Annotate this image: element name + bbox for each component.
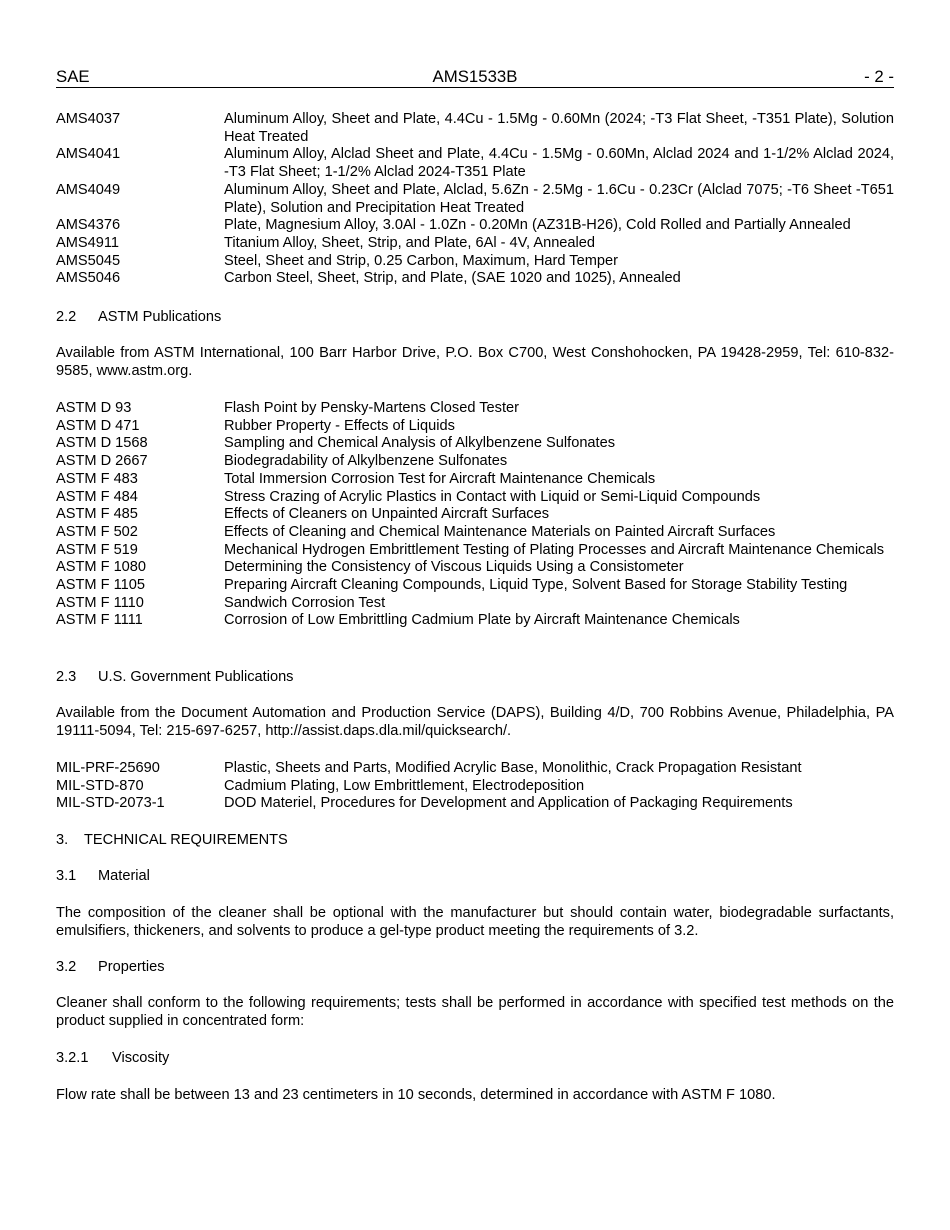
reference-title: Corrosion of Low Embrittling Cadmium Plate by Aircraft Maintenance Chemicals xyxy=(224,612,740,629)
reference-row xyxy=(56,270,894,288)
reference-row xyxy=(56,235,894,253)
section-title: Properties xyxy=(98,959,165,975)
section-number: 3.2.1 xyxy=(56,1050,89,1066)
reference-title: Sampling and Chemical Analysis of Alkylbenzene Sulfonates xyxy=(224,435,616,452)
reference-code: ASTM F 483 xyxy=(56,470,138,487)
reference-code: AMS5046 xyxy=(56,270,121,287)
header-doc-number: AMS1533B xyxy=(432,67,518,86)
reference-row xyxy=(56,612,894,630)
section-title: U.S. Government Publications xyxy=(98,669,294,685)
reference-code: ASTM D 93 xyxy=(56,400,132,416)
reference-code: AMS5045 xyxy=(56,252,121,269)
government-availability-paragraph: Available from the Document Automation and Production Service (DAPS), Building 4/D, 700 Robbins Avenue, Philadelphia, PA 19111-5094, Tel: 215-697-6257, http://assist.daps.dla.mil/quicksearch/. xyxy=(56,705,894,739)
viscosity-paragraph: Flow rate shall be between 13 and 23 centimeters in 10 seconds, determined in accordance with ASTM F 1080. xyxy=(56,1087,776,1103)
reference-code: ASTM D 2667 xyxy=(56,453,148,470)
properties-paragraph: Cleaner shall conform to the following requirements; tests shall be performed in accordance with specified test methods on the product supplied in concentrated form: xyxy=(56,995,894,1029)
reference-title: Effects of Cleaners on Unpainted Aircraft Surfaces xyxy=(224,506,550,523)
reference-title: Rubber Property - Effects of Liquids xyxy=(224,417,455,434)
reference-code: ASTM F 484 xyxy=(56,488,138,505)
government-reference-list xyxy=(56,760,894,813)
section-heading-3-1 xyxy=(56,868,150,886)
reference-code: MIL-PRF-25690 xyxy=(56,760,160,776)
reference-title: Aluminum Alloy, Sheet and Plate, 4.4Cu - 1.5Mg - 0.60Mn (2024; -T3 Flat Sheet, -T351 Plate), Solution Heat Treated xyxy=(224,111,894,145)
header-org: SAE xyxy=(56,67,90,86)
reference-code: MIL-STD-2073-1 xyxy=(56,795,165,812)
reference-row xyxy=(56,435,894,453)
page-header xyxy=(56,67,894,88)
reference-title: Sandwich Corrosion Test xyxy=(224,594,386,611)
reference-code: AMS4911 xyxy=(56,234,120,251)
reference-code: ASTM F 502 xyxy=(56,523,138,540)
section-title: Material xyxy=(98,868,150,884)
reference-row xyxy=(56,577,894,595)
reference-title: Aluminum Alloy, Alclad Sheet and Plate, 4.4Cu - 1.5Mg - 0.60Mn, Alclad 2024 and 1-1/2% Alclad 2024, -T3 Flat Sheet; 1-1/2% Alclad 2024-T351 Plate xyxy=(224,146,894,181)
section-heading-2-3 xyxy=(56,669,293,687)
reference-code: AMS4041 xyxy=(56,146,121,163)
section-heading-3 xyxy=(56,832,288,850)
reference-title: Flash Point by Pensky-Martens Closed Tester xyxy=(224,400,519,416)
reference-row xyxy=(56,559,894,577)
section-number: 2.2 xyxy=(56,309,77,325)
reference-title: DOD Materiel, Procedures for Development and Application of Packaging Requirements xyxy=(224,795,793,812)
astm-availability-paragraph: Available from ASTM International, 100 Barr Harbor Drive, P.O. Box C700, West Conshohocken, PA 19428-2959, Tel: 610-832-9585, www.astm.org. xyxy=(56,345,894,379)
section-heading-3-2-1 xyxy=(56,1050,169,1068)
reference-code: AMS4049 xyxy=(56,181,121,198)
reference-title: Steel, Sheet and Strip, 0.25 Carbon, Maximum, Hard Temper xyxy=(224,252,618,269)
reference-row xyxy=(56,778,894,796)
reference-title: Determining the Consistency of Viscous Liquids Using a Consistometer xyxy=(224,559,684,576)
reference-code: ASTM F 1111 xyxy=(56,612,143,629)
section-heading-2-2 xyxy=(56,309,221,327)
reference-code: ASTM F 1080 xyxy=(56,559,147,576)
reference-row xyxy=(56,453,894,471)
reference-code: ASTM F 1110 xyxy=(56,594,144,611)
ams-reference-list xyxy=(56,111,894,288)
section-title: Viscosity xyxy=(112,1050,170,1066)
reference-row xyxy=(56,542,894,560)
reference-row xyxy=(56,217,894,235)
reference-title: Stress Crazing of Acrylic Plastics in Contact with Liquid or Semi-Liquid Compounds xyxy=(224,488,761,505)
reference-title: Plate, Magnesium Alloy, 3.0Al - 1.0Zn - 0.20Mn (AZ31B-H26), Cold Rolled and Partially Annealed xyxy=(224,217,851,234)
section-number: 2.3 xyxy=(56,669,77,685)
section-title: TECHNICAL REQUIREMENTS xyxy=(84,832,288,848)
reference-code: ASTM D 1568 xyxy=(56,435,148,452)
reference-title: Carbon Steel, Sheet, Strip, and Plate, (SAE 1020 and 1025), Annealed xyxy=(224,270,681,287)
section-number: 3.2 xyxy=(56,959,77,975)
reference-row xyxy=(56,489,894,507)
reference-title: Titanium Alloy, Sheet, Strip, and Plate, 6Al - 4V, Annealed xyxy=(224,234,596,251)
reference-row xyxy=(56,760,894,778)
reference-title: Effects of Cleaning and Chemical Maintenance Materials on Painted Aircraft Surfaces xyxy=(224,523,776,540)
reference-title: Aluminum Alloy, Sheet and Plate, Alclad, 5.6Zn - 2.5Mg - 1.6Cu - 0.23Cr (Alclad 7075; -T6 Sheet -T651 Plate), Solution and Precipitation Heat Treated xyxy=(224,181,894,216)
reference-row xyxy=(56,506,894,524)
reference-row xyxy=(56,146,894,181)
reference-row xyxy=(56,111,894,146)
reference-row xyxy=(56,253,894,271)
reference-code: ASTM F 1105 xyxy=(56,577,145,594)
section-number: 3.1 xyxy=(56,868,77,884)
reference-title: Mechanical Hydrogen Embrittlement Testing of Plating Processes and Aircraft Maintenance Chemicals xyxy=(224,541,885,558)
reference-row xyxy=(56,524,894,542)
section-heading-3-2 xyxy=(56,959,165,977)
reference-title: Preparing Aircraft Cleaning Compounds, Liquid Type, Solvent Based for Storage Stability Testing xyxy=(224,577,848,594)
reference-row xyxy=(56,400,894,418)
reference-row xyxy=(56,795,894,813)
section-number: 3. xyxy=(56,832,69,848)
header-page-number: - 2 - xyxy=(864,67,894,86)
astm-reference-list xyxy=(56,400,894,630)
reference-row xyxy=(56,471,894,489)
reference-row xyxy=(56,595,894,613)
reference-code: ASTM F 485 xyxy=(56,506,138,523)
reference-code: ASTM D 471 xyxy=(56,417,140,434)
reference-code: AMS4376 xyxy=(56,217,121,234)
material-paragraph: The composition of the cleaner shall be optional with the manufacturer but should contain water, biodegradable surfactants, emulsifiers, thickeners, and solvents to produce a gel-type product meeting the requirements of 3.2. xyxy=(56,905,894,939)
section-title: ASTM Publications xyxy=(98,309,222,325)
reference-title: Total Immersion Corrosion Test for Aircraft Maintenance Chemicals xyxy=(224,470,656,487)
reference-row xyxy=(56,182,894,217)
reference-title: Biodegradability of Alkylbenzene Sulfonates xyxy=(224,453,508,470)
reference-code: ASTM F 519 xyxy=(56,541,138,558)
reference-title: Cadmium Plating, Low Embrittlement, Electrodeposition xyxy=(224,777,585,794)
reference-code: MIL-STD-870 xyxy=(56,777,144,794)
reference-title: Plastic, Sheets and Parts, Modified Acrylic Base, Monolithic, Crack Propagation Resistant xyxy=(224,760,802,776)
reference-code: AMS4037 xyxy=(56,111,121,127)
reference-row xyxy=(56,418,894,436)
